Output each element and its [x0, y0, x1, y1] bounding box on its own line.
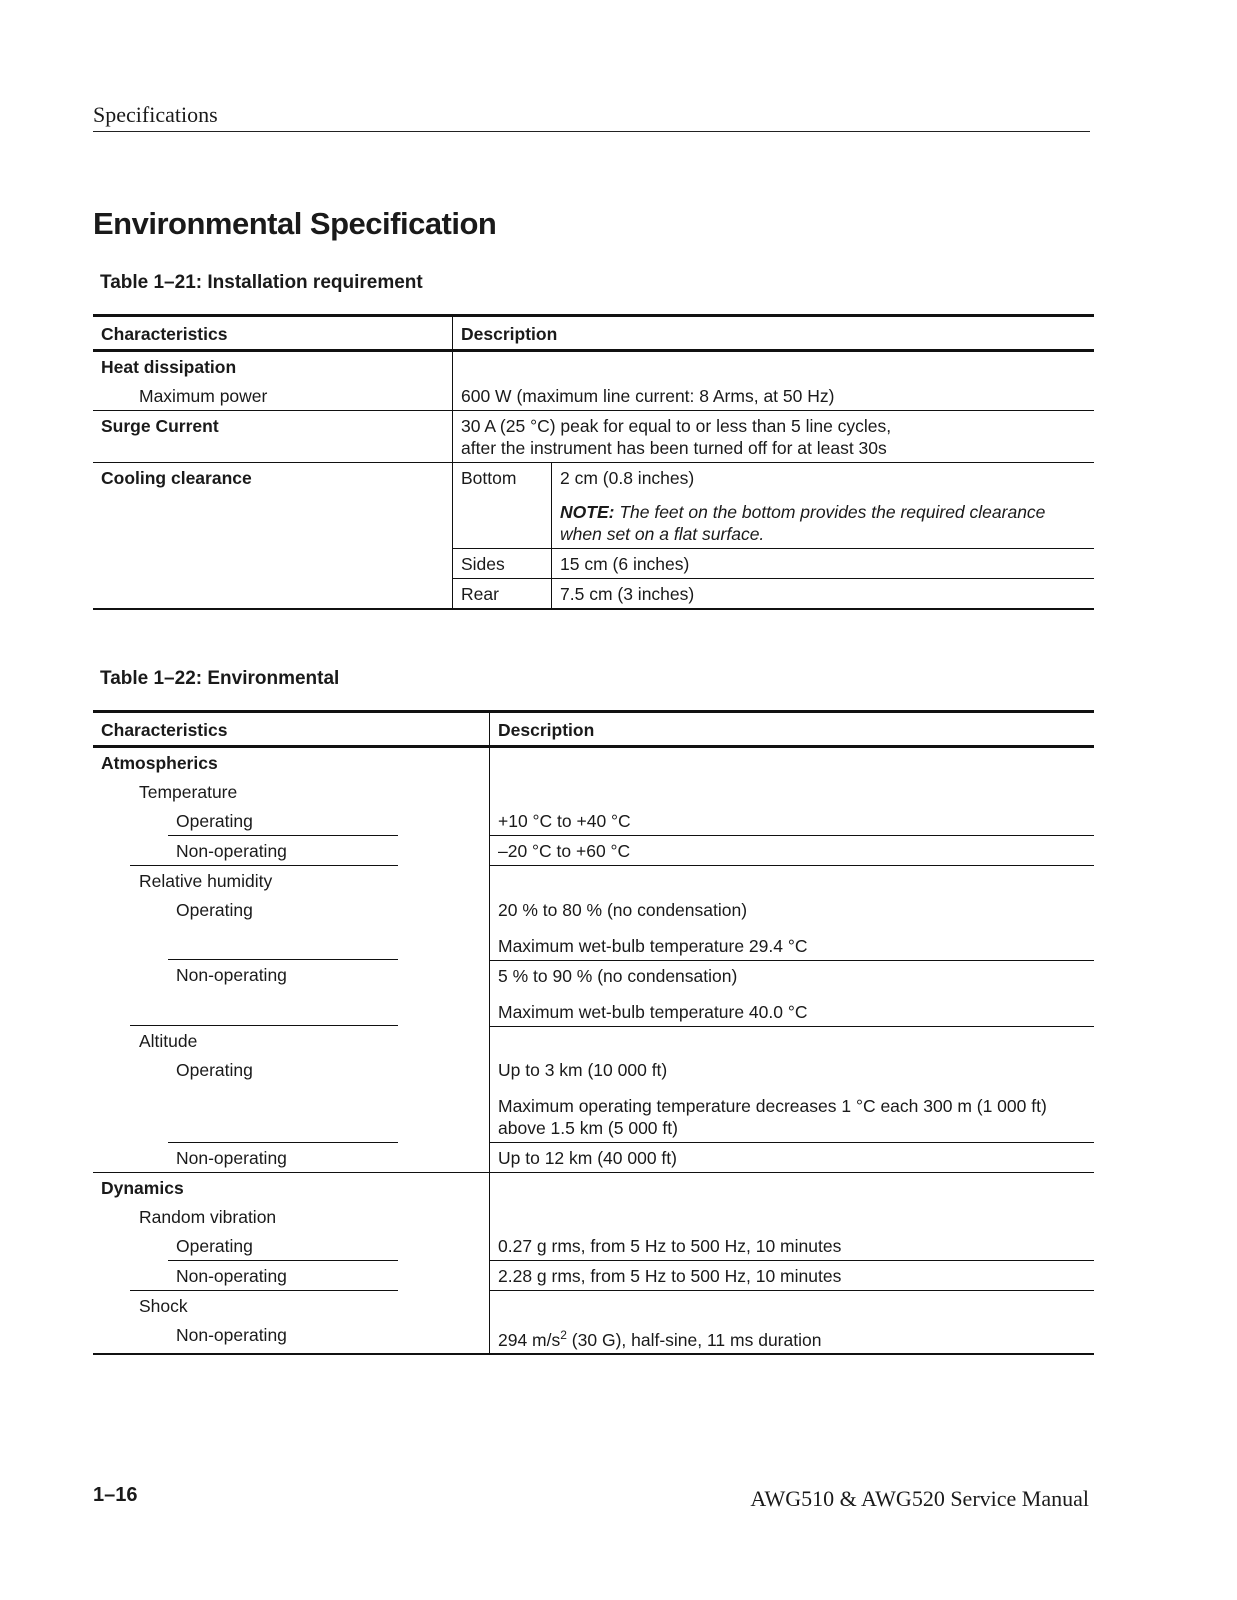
heat-dissipation-label: Heat dissipation — [101, 357, 237, 377]
rh-operating-label: Operating — [93, 895, 490, 961]
rear-label: Rear — [453, 579, 552, 610]
table-row — [93, 836, 1094, 866]
table-row — [93, 463, 1094, 549]
table-row — [93, 1026, 1094, 1055]
temp-operating-value: +10 °C to +40 °C — [490, 806, 1095, 836]
cooling-clearance-label: Cooling clearance — [93, 463, 453, 610]
rv-operating-value: 0.27 g rms, from 5 Hz to 500 Hz, 10 minutes — [490, 1231, 1095, 1261]
table2-col-characteristics: Characteristics — [93, 712, 490, 747]
table-row — [93, 806, 1094, 836]
table-row — [93, 1291, 1094, 1320]
table1-caption: Table 1–21: Installation requirement — [100, 272, 423, 293]
rh-nonoperating-value2: Maximum wet-bulb temperature 40.0 °C — [498, 1001, 808, 1022]
note-label: NOTE: — [560, 502, 615, 522]
temperature-label: Temperature — [139, 782, 238, 802]
table-row — [93, 777, 1094, 806]
surge-current-line1: 30 A (25 °C) peak for equal to or less than 5 line cycles, — [461, 416, 892, 436]
bottom-label: Bottom — [453, 463, 552, 549]
rv-nonoperating-value: 2.28 g rms, from 5 Hz to 500 Hz, 10 minutes — [490, 1261, 1095, 1291]
rv-operating-label: Operating — [93, 1231, 490, 1261]
sides-label: Sides — [453, 549, 552, 579]
rv-nonoperating-label: Non-operating — [93, 1261, 490, 1291]
temp-nonoperating-label: Non-operating — [93, 836, 490, 866]
shock-label: Shock — [139, 1295, 188, 1316]
bottom-value — [552, 463, 1095, 549]
page-number: 1–16 — [93, 1484, 138, 1506]
rh-operating-value1: 20 % to 80 % (no condensation) — [498, 899, 748, 920]
alt-nonoperating-label: Non-operating — [93, 1143, 490, 1173]
table-row — [93, 1320, 1094, 1355]
table-row — [93, 747, 1094, 778]
rh-nonoperating-label: Non-operating — [93, 960, 490, 1026]
shock-value-exponent: 2 — [560, 1327, 567, 1342]
temp-nonoperating-value: –20 °C to +60 °C — [490, 836, 1095, 866]
alt-operating-value1: Up to 3 km (10 000 ft) — [498, 1060, 668, 1080]
rh-operating-value2: Maximum wet-bulb temperature 29.4 °C — [498, 935, 808, 956]
table-row — [93, 1055, 1094, 1143]
table-row — [93, 1202, 1094, 1231]
rh-nonoperating-value — [490, 960, 1095, 1026]
rh-nonoperating-value1: 5 % to 90 % (no condensation) — [498, 965, 738, 986]
maximum-power-value: 600 W (maximum line current: 8 Arms, at 50 Hz) — [453, 381, 1095, 411]
table1-header-row — [93, 316, 1094, 351]
table-row — [93, 411, 1094, 463]
installation-requirement-table — [93, 314, 1094, 610]
table-row — [93, 351, 1094, 382]
random-vibration-label: Random vibration — [139, 1207, 277, 1227]
table-row — [93, 381, 1094, 411]
maximum-power-label: Maximum power — [93, 381, 453, 411]
altitude-label: Altitude — [139, 1031, 198, 1051]
table1-col-description: Description — [453, 316, 1095, 351]
table2-col-description: Description — [490, 712, 1095, 747]
shock-nonoperating-label: Non-operating — [93, 1320, 490, 1355]
table-row — [93, 1173, 1094, 1203]
table2-caption: Table 1–22: Environmental — [100, 668, 340, 689]
shock-value-rest: (30 G), half-sine, 11 ms duration — [566, 1329, 822, 1350]
table-row — [93, 1143, 1094, 1173]
shock-value-unit: 294 m/s — [498, 1329, 561, 1350]
atmospherics-label: Atmospherics — [101, 753, 218, 773]
alt-operating-value2a: Maximum operating temperature decreases 1 °C each 300 m (1 000 ft) — [498, 1096, 1047, 1116]
surge-current-label: Surge Current — [93, 411, 453, 463]
alt-nonoperating-value: Up to 12 km (40 000 ft) — [490, 1143, 1095, 1173]
running-head: Specifications — [93, 102, 1090, 132]
dynamics-label: Dynamics — [101, 1178, 184, 1198]
alt-operating-label: Operating — [93, 1055, 490, 1143]
alt-operating-value — [490, 1055, 1095, 1143]
table-row — [93, 895, 1094, 961]
manual-title: AWG510 & AWG520 Service Manual — [750, 1486, 1089, 1511]
note-text: The feet on the bottom provides the required clearance when set on a flat surface. — [560, 502, 1046, 544]
surge-current-line2: after the instrument has been turned off for at least 30s — [461, 438, 887, 458]
rh-operating-value — [490, 895, 1095, 961]
table-row — [93, 866, 1094, 895]
environmental-table — [93, 710, 1094, 1355]
section-title: Environmental Specification — [93, 206, 497, 241]
table-row — [93, 1261, 1094, 1291]
bottom-note — [560, 501, 1086, 545]
alt-operating-value2b: above 1.5 km (5 000 ft) — [498, 1118, 678, 1138]
sides-value: 15 cm (6 inches) — [552, 549, 1095, 579]
shock-nonoperating-value — [490, 1320, 1095, 1355]
rear-value: 7.5 cm (3 inches) — [552, 579, 1095, 610]
table2-header-row — [93, 712, 1094, 747]
bottom-value-text: 2 cm (0.8 inches) — [560, 468, 695, 488]
relative-humidity-label: Relative humidity — [139, 870, 273, 891]
table-row — [93, 960, 1094, 1026]
table1-col-characteristics: Characteristics — [93, 316, 453, 351]
temp-operating-label: Operating — [93, 806, 490, 836]
table-row — [93, 1231, 1094, 1261]
surge-current-value — [453, 411, 1095, 463]
